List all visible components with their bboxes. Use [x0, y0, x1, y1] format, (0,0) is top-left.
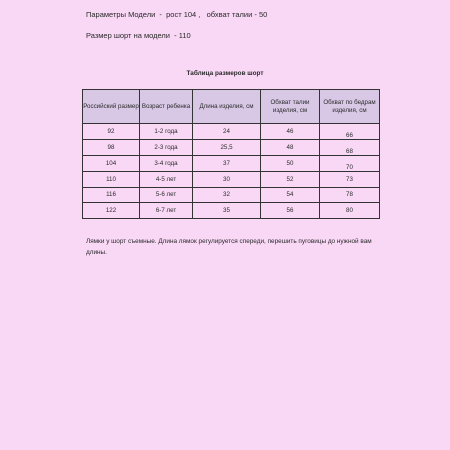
- size-table: [82, 89, 380, 219]
- cell-hips: 70: [320, 156, 380, 172]
- header-child-age: Возраст ребенка: [140, 90, 193, 124]
- table-header-row: [83, 90, 380, 124]
- straps-note: Лямки у шорт съемные. Длина лямок регулируется спереди, перешить пуговицы до нужной вам длины.: [86, 238, 372, 256]
- cell-size: 98: [83, 140, 140, 156]
- cell-waist: 54: [261, 187, 320, 203]
- cell-length: 35: [193, 203, 261, 219]
- cell-size: 116: [83, 187, 140, 203]
- cell-hips: 73: [320, 172, 380, 188]
- cell-age: 1-2 года: [140, 124, 193, 140]
- cell-hips: 68: [320, 140, 380, 156]
- header-length: Длина изделия, см: [193, 90, 261, 124]
- header-waist: Обхват талии изделия, см: [261, 90, 320, 124]
- table-row: [83, 203, 380, 219]
- cell-hips: 78: [320, 187, 380, 203]
- cell-length: 30: [193, 172, 261, 188]
- cell-size: 110: [83, 172, 140, 188]
- table-row: [83, 172, 380, 188]
- cell-age: 4-5 лет: [140, 172, 193, 188]
- cell-waist: 46: [261, 124, 320, 140]
- cell-waist: 56: [261, 203, 320, 219]
- header-hips: Обхват по бедрам изделия, см: [320, 90, 380, 124]
- table-row: [83, 140, 380, 156]
- cell-age: 2-3 года: [140, 140, 193, 156]
- cell-hips: 80: [320, 203, 380, 219]
- shorts-size-text: Размер шорт на модели - 110: [86, 31, 191, 40]
- table-row: [83, 124, 380, 140]
- cell-age: 6-7 лет: [140, 203, 193, 219]
- cell-waist: 50: [261, 156, 320, 172]
- cell-age: 3-4 года: [140, 156, 193, 172]
- table-row: [83, 156, 380, 172]
- cell-hips: 66: [320, 124, 380, 140]
- cell-age: 5-6 лет: [140, 187, 193, 203]
- table-row: [83, 187, 380, 203]
- cell-size: 104: [83, 156, 140, 172]
- model-parameters-text: Параметры Модели - рост 104 , обхват талии - 50: [86, 10, 268, 19]
- cell-length: 37: [193, 156, 261, 172]
- table-title: Таблица размеров шорт: [186, 70, 264, 77]
- cell-length: 32: [193, 187, 261, 203]
- header-russian-size: Российский размер: [83, 90, 140, 124]
- cell-length: 25,5: [193, 140, 261, 156]
- cell-waist: 52: [261, 172, 320, 188]
- cell-size: 92: [83, 124, 140, 140]
- cell-waist: 48: [261, 140, 320, 156]
- cell-length: 24: [193, 124, 261, 140]
- cell-size: 122: [83, 203, 140, 219]
